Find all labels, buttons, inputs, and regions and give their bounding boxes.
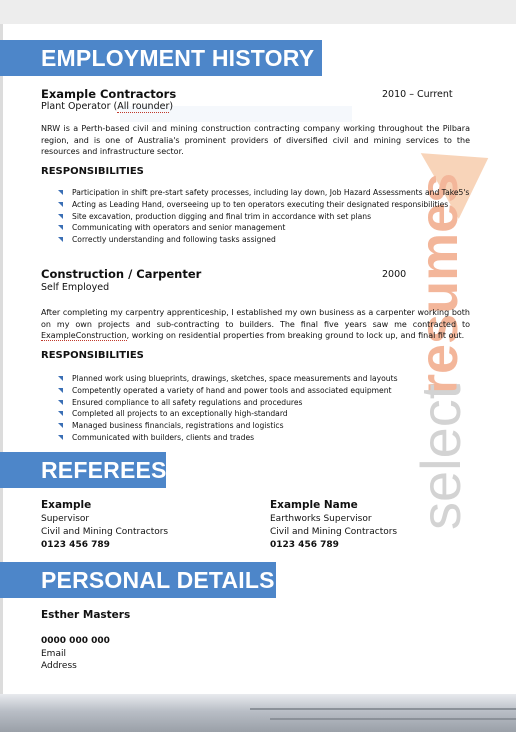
list-item: Ensured compliance to all safety regulations and procedures xyxy=(58,397,472,409)
employment-history-heading: EMPLOYMENT HISTORY xyxy=(0,40,322,76)
bullet-triangle-icon xyxy=(58,190,63,195)
bullet-triangle-icon xyxy=(58,237,63,242)
referee-2-position: Earthworks Supervisor xyxy=(270,514,372,524)
list-item: Acting as Leading Hand, overseeing up to ten operators executing their designated responsibilities xyxy=(58,199,472,211)
referee-1-phone: 0123 456 789 xyxy=(41,540,110,550)
list-item: Completed all projects to an exceptionally high-standard xyxy=(58,408,472,420)
bullet-triangle-icon xyxy=(58,435,63,440)
bullet-triangle-icon xyxy=(58,214,63,219)
footer-decorative-image xyxy=(0,694,516,732)
job-1-role: Plant Operator (All rounder) xyxy=(41,101,174,112)
referee-2-company: Civil and Mining Contractors xyxy=(270,527,398,537)
list-item: Participation in shift pre-start safety processes, including lay down, Job Hazard Assessments and Take5's xyxy=(58,187,472,199)
personal-email: Email xyxy=(41,649,66,659)
job-2-description: After completing my carpentry apprenticeship, I established my own business as a carpenter working both on my own projects and sub-contracting to builders. The final five years saw me contracted to ExampleConstruction, working on residential properties from breaking ground to lock up, and final fit out. xyxy=(41,308,470,340)
personal-address: Address xyxy=(41,661,77,671)
list-item: Correctly understanding and following tasks assigned xyxy=(58,234,472,246)
job-1-responsibilities-heading: RESPONSIBILITIES xyxy=(41,166,144,177)
job-2-responsibilities-heading: RESPONSIBILITIES xyxy=(41,350,144,361)
referee-1-company: Civil and Mining Contractors xyxy=(41,527,169,537)
bullet-triangle-icon xyxy=(58,225,63,230)
referee-2-phone: 0123 456 789 xyxy=(270,540,339,550)
bullet-triangle-icon xyxy=(58,376,63,381)
job-2-description-underlined: ExampleConstruction xyxy=(41,331,127,340)
bullet-triangle-icon xyxy=(58,202,63,207)
bullet-triangle-icon xyxy=(58,388,63,393)
list-item: Managed business financials, registrations and logistics xyxy=(58,420,472,432)
bullet-triangle-icon xyxy=(58,411,63,416)
watermark-select: select xyxy=(409,383,472,530)
job-1-dates: 2010 – Current xyxy=(382,89,453,100)
job-2-dates: 2000 xyxy=(382,269,407,280)
watermark-resumes: resumes xyxy=(409,172,469,395)
list-item: Communicated with builders, clients and trades xyxy=(58,432,472,444)
list-item: Planned work using blueprints, drawings, sketches, space measurements and layouts xyxy=(58,373,472,385)
job-2-title: Construction / Carpenter xyxy=(41,267,202,281)
referee-1-name: Example xyxy=(41,499,92,511)
page-top-margin xyxy=(0,0,516,24)
job-1-title: Example Contractors xyxy=(41,87,177,101)
bullet-triangle-icon xyxy=(58,400,63,405)
list-item: Site excavation, production digging and final trim in accordance with set plans xyxy=(58,211,472,223)
job-2-responsibilities-list xyxy=(58,373,472,444)
footer-beam xyxy=(250,708,516,710)
footer-beam xyxy=(270,718,516,720)
referees-heading: REFEREES xyxy=(0,452,166,488)
personal-name: Esther Masters xyxy=(41,609,131,621)
referee-2-name: Example Name xyxy=(270,499,358,511)
list-item: Communicating with operators and senior management xyxy=(58,222,472,234)
bullet-triangle-icon xyxy=(58,423,63,428)
job-2-role: Self Employed xyxy=(41,282,110,293)
job-1-responsibilities-list xyxy=(58,187,472,246)
personal-phone: 0000 000 000 xyxy=(41,636,110,646)
list-item: Competently operated a variety of hand and power tools and associated equipment xyxy=(58,385,472,397)
job-1-role-underlined: All rounder xyxy=(117,101,170,112)
referee-1-position: Supervisor xyxy=(41,514,90,524)
job-1-description: NRW is a Perth-based civil and mining construction contracting company working throughout the Pilbara region, and is one of Australia's prominent providers of diversified civil and mining services to the resources and infrastructure sector. xyxy=(41,124,470,156)
personal-details-heading: PERSONAL DETAILS xyxy=(0,562,276,598)
